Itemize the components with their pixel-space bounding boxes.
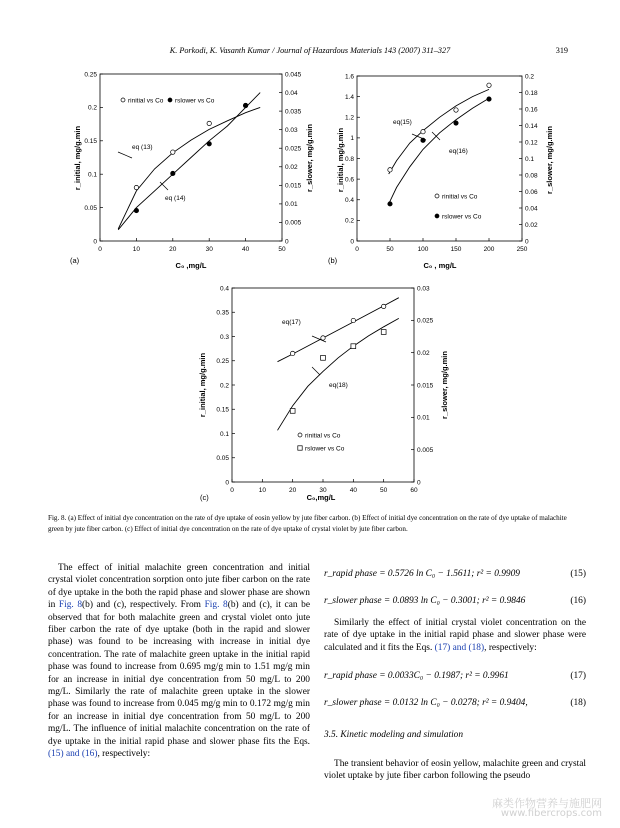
equation-link[interactable]: (15) and (16) <box>48 749 98 760</box>
data-point <box>381 304 385 308</box>
y-left-tick-label: 0.2 <box>219 382 229 390</box>
y-left-tick-label: 0.3 <box>219 333 229 341</box>
x-tick-label: 60 <box>410 487 418 494</box>
annotation-arrow <box>118 152 132 158</box>
running-title: K. Porkodi, K. Vasanth Kumar / Journal of Hazardous Materials 143 (2007) 311–327 <box>169 46 451 55</box>
x-tick-label: 0 <box>355 246 359 253</box>
x-tick-label: 0 <box>98 246 102 253</box>
legend-label: rslower vs Co <box>442 213 482 221</box>
y-left-tick-label: 0.05 <box>84 204 97 212</box>
y-left-axis-label: r_initial, mg/g.min <box>73 125 82 191</box>
y-right-tick-label: 0.01 <box>417 414 430 422</box>
equation-15 <box>324 569 586 583</box>
x-tick-label: 40 <box>349 487 357 494</box>
annotation-arrow <box>160 182 168 190</box>
x-axis-label: C₀ ,mg/L <box>175 261 207 270</box>
y-right-tick-label: 0.02 <box>417 349 430 357</box>
watermark-line-2: www.fibercrops.com <box>500 808 602 819</box>
fit-curve <box>118 107 260 229</box>
caption-text: (a) Effect of initial dye concentration on the rate of dye uptake of eosin yellow by jute fiber carbon. (b) Effect of initial dye concentration on the rate of dye uptake of malachite green by jute fiber carbon. (c) Effect of initial dye concentration on the rate of dye uptake of crystal violet by jute fiber carbon. <box>48 514 567 533</box>
y-right-tick-label: 0.04 <box>525 205 538 213</box>
x-tick-label: 250 <box>516 246 528 253</box>
y-right-axis-label: r_slower, mg/g.min <box>305 124 314 192</box>
data-point <box>171 171 175 175</box>
x-tick-label: 100 <box>417 246 429 253</box>
x-axis-label: C₀,mg/L <box>306 493 336 502</box>
y-right-tick-label: 0.045 <box>285 71 302 79</box>
y-left-tick-label: 0.6 <box>344 176 354 184</box>
data-point <box>388 168 392 172</box>
data-point <box>381 330 386 335</box>
y-right-tick-label: 0.005 <box>417 446 434 454</box>
equation-18 <box>324 698 586 712</box>
legend-marker <box>298 433 302 437</box>
y-right-tick-label: 0.04 <box>285 89 298 97</box>
caption-label: Fig. 8. <box>48 514 67 522</box>
y-left-tick-label: 1.4 <box>344 93 354 101</box>
y-left-tick-label: 0.1 <box>87 171 97 179</box>
x-axis-label: C₀ , mg/L <box>423 261 457 270</box>
x-tick-label: 50 <box>386 246 394 253</box>
y-left-tick-label: 1.2 <box>344 114 354 122</box>
legend-label: rslower vs Co <box>305 445 345 453</box>
plot-frame <box>357 76 522 241</box>
equation-number: (16) <box>570 596 586 606</box>
x-tick-label: 50 <box>278 246 286 253</box>
fit-curve <box>278 318 399 430</box>
y-right-tick-label: 0.08 <box>525 172 538 180</box>
right-paragraph-2 <box>324 758 586 783</box>
y-right-tick-label: 0.03 <box>285 126 298 134</box>
y-left-tick-label: 0.05 <box>216 455 229 463</box>
equation-expression: r_slower phase = 0.0893 ln C₀ − 0.3001; r² = 0.9846 <box>324 596 526 606</box>
legend-marker <box>435 194 439 198</box>
fit-curve <box>118 93 260 230</box>
x-tick-label: 200 <box>483 246 495 253</box>
data-point <box>290 408 295 413</box>
y-right-tick-label: 0.02 <box>285 164 298 172</box>
y-left-tick-label: 0.25 <box>84 71 97 79</box>
right-paragraph <box>324 617 586 654</box>
panel-label: (c) <box>200 493 209 502</box>
left-column <box>48 562 310 761</box>
data-point <box>388 202 392 206</box>
text-run: (b) and (c), it can be observed that for both malachite green and crystal violet onto jute fiber carbon the rate of dye uptake (both in the rapid and slower phase) was found to be increasing with increase in initial dye concentration. The rate of malachite green uptake in the initial rapid phase was found to increase from 0.695 mg/g min to 1.51 mg/g min for an increase in initial dye concentration from 50 mg/L to 200 mg/L. Similarly the rate of malachite green uptake in the slower phase was found to increase from 0.045 mg/g min to 0.172 mg/g min for an increase in initial dye concentration from 50 mg/L to 200 mg/L. The influence of initial malachite concentration on the rate of dye uptake in the initial rapid phase and slower phase fits the Eqs. <box>48 600 310 747</box>
y-right-axis-label: r_slower, mg/g.min <box>545 126 554 194</box>
y-left-tick-label: 0.1 <box>219 430 229 438</box>
data-point <box>421 129 425 133</box>
y-right-tick-label: 0.025 <box>417 317 434 325</box>
data-point <box>290 351 294 355</box>
page-number: 319 <box>555 46 568 55</box>
legend-label: rslower vs Co <box>175 97 215 105</box>
y-right-tick-label: 0.1 <box>525 155 535 163</box>
y-left-tick-label: 0 <box>350 238 354 246</box>
data-point <box>321 355 326 360</box>
y-right-tick-label: 0.015 <box>285 182 302 190</box>
section-heading: 3.5. Kinetic modeling and simulation <box>324 730 464 740</box>
y-left-tick-label: 0.2 <box>87 104 97 112</box>
x-tick-label: 50 <box>380 487 388 494</box>
data-point <box>487 97 491 101</box>
legend-marker <box>168 98 172 102</box>
annotation-arrow <box>312 367 320 375</box>
annotation-label: eq(17) <box>282 319 301 326</box>
annotation-label: eq (14) <box>165 195 186 202</box>
y-left-tick-label: 0.35 <box>216 309 229 317</box>
paragraph <box>324 617 586 654</box>
y-right-axis-label: r_slower, mg/g.min <box>440 351 449 419</box>
legend-marker <box>435 214 439 218</box>
y-left-tick-label: 0.4 <box>219 285 229 293</box>
y-left-axis-label: r_initial, mg/g.min <box>198 352 207 418</box>
annotation-label: eq(18) <box>329 382 348 389</box>
y-right-tick-label: 0.16 <box>525 106 538 114</box>
figure-link[interactable]: Fig. 8 <box>204 600 228 611</box>
paragraph: The transient behavior of eosin yellow, malachite green and crystal violet uptake by jute fiber carbon following the pseudo <box>324 759 586 782</box>
text-run: (b) and (c), respectively. From <box>82 600 205 611</box>
paragraph <box>48 562 310 761</box>
y-right-tick-label: 0.025 <box>285 145 302 153</box>
watermark-line-1: 麻类作物营养与施肥网 <box>492 797 602 810</box>
x-tick-label: 30 <box>205 246 213 253</box>
y-right-tick-label: 0.005 <box>285 219 302 227</box>
y-left-tick-label: 0.15 <box>84 138 97 146</box>
y-left-tick-label: 1 <box>350 135 354 143</box>
y-left-tick-label: 0.8 <box>344 155 354 163</box>
equation-16 <box>324 596 586 610</box>
panel-label: (a) <box>70 256 80 265</box>
x-tick-label: 10 <box>132 246 141 253</box>
y-right-tick-label: 0.02 <box>525 221 538 229</box>
data-point <box>351 344 356 349</box>
data-point <box>134 185 138 189</box>
data-point <box>207 142 211 146</box>
equation-expression: r_rapid phase = 0.0033C₀ − 0.1987; r² = 0.9961 <box>324 671 509 681</box>
annotation-label: eq (13) <box>132 144 153 151</box>
y-left-tick-label: 0.2 <box>344 217 354 225</box>
equation-expression: r_rapid phase = 0.5726 ln C₀ − 1.5611; r² = 0.9909 <box>324 569 520 579</box>
data-point <box>243 103 247 107</box>
data-point <box>454 121 458 125</box>
y-right-tick-label: 0.18 <box>525 89 538 97</box>
y-right-tick-label: 0.03 <box>417 285 430 293</box>
fit-curve <box>278 298 399 362</box>
x-tick-label: 40 <box>241 246 250 253</box>
data-point <box>171 150 175 154</box>
x-tick-label: 20 <box>169 246 177 253</box>
x-tick-label: 30 <box>319 487 327 494</box>
y-right-tick-label: 0 <box>417 479 421 487</box>
data-point <box>207 121 211 125</box>
equation-17 <box>324 671 586 685</box>
annotation-label: eq(15) <box>393 119 412 126</box>
legend-label: rinitial vs Co <box>442 193 478 201</box>
y-left-tick-label: 0 <box>93 238 97 246</box>
text-run: Similarly the effect of initial crystal violet concentration on the rate of dye uptake in the initial rapid phase and slower phase were calculated and it fits the Eqs. <box>324 618 586 653</box>
figure-caption <box>48 513 576 534</box>
y-left-tick-label: 1.6 <box>344 73 354 81</box>
y-right-tick-label: 0.015 <box>417 382 434 390</box>
equation-number: (17) <box>570 671 586 681</box>
y-left-tick-label: 0.15 <box>216 406 229 414</box>
equation-number: (18) <box>570 698 586 708</box>
plot-frame <box>232 288 414 482</box>
figure-link[interactable]: Fig. 8 <box>58 600 83 611</box>
annotation-label: eq(16) <box>449 148 468 155</box>
y-left-axis-label: r_initial, mg/g.min <box>336 127 345 193</box>
fit-curve <box>389 89 489 174</box>
y-left-tick-label: 0 <box>225 479 229 487</box>
equation-link[interactable]: (17) and (18) <box>434 642 485 653</box>
data-point <box>351 318 355 322</box>
y-left-tick-label: 0.4 <box>344 197 354 205</box>
legend-marker <box>121 98 125 102</box>
panel-label: (b) <box>328 256 338 265</box>
x-tick-label: 10 <box>258 487 266 494</box>
y-right-tick-label: 0.06 <box>525 188 538 196</box>
x-tick-label: 150 <box>450 246 462 253</box>
x-tick-label: 20 <box>289 487 297 494</box>
y-right-tick-label: 0.2 <box>525 73 535 81</box>
x-tick-label: 0 <box>230 487 234 494</box>
data-point <box>134 208 138 212</box>
legend-label: rinitial vs Co <box>305 432 341 440</box>
data-point <box>454 108 458 112</box>
data-point <box>487 83 491 87</box>
y-right-tick-label: 0 <box>285 238 289 246</box>
text-run: , respectively: <box>484 642 537 653</box>
y-left-tick-label: 0.25 <box>216 358 229 366</box>
legend-label: rinitial vs Co <box>128 97 164 105</box>
text-run: The effect of initial malachite green concentration and initial crystal violet concentration sorption onto jute fiber carbon on the rate of dye uptake in the both the rapid phase and slower phase are shown in <box>48 563 310 611</box>
y-right-tick-label: 0.01 <box>285 201 298 209</box>
y-right-tick-label: 0.035 <box>285 108 302 116</box>
text-run: , respectively: <box>97 749 151 760</box>
equation-expression: r_slower phase = 0.0132 ln C₀ − 0.0278; r² = 0.9404, <box>324 698 528 708</box>
y-right-tick-label: 0.12 <box>525 139 538 147</box>
equation-number: (15) <box>570 569 586 579</box>
y-right-tick-label: 0 <box>525 238 529 246</box>
data-point <box>321 336 325 340</box>
y-right-tick-label: 0.14 <box>525 122 538 130</box>
legend-marker <box>298 446 302 450</box>
